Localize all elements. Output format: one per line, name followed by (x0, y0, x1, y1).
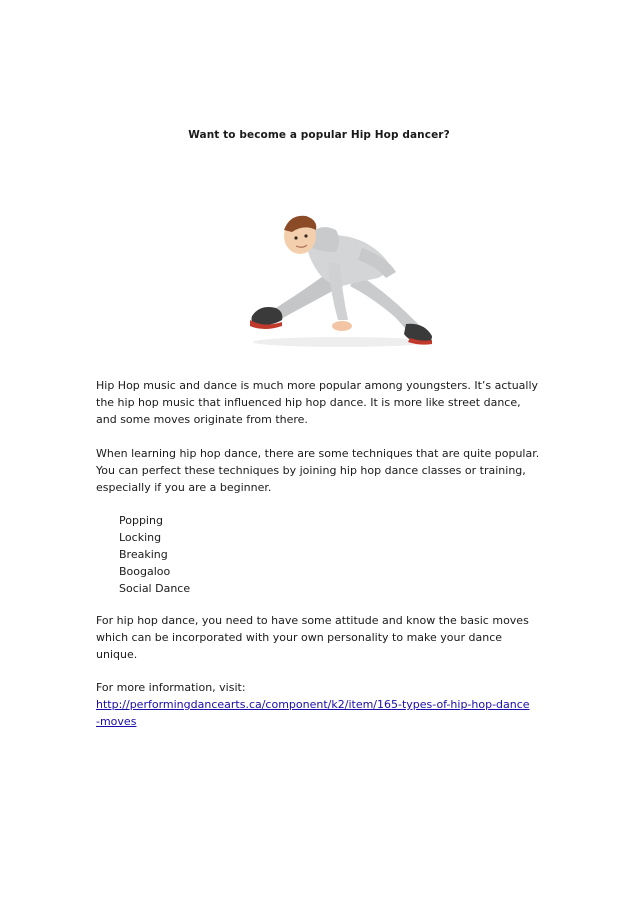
list-item: Breaking (119, 548, 168, 561)
paragraph-line: Hip Hop music and dance is much more popular among youngsters. It’s actually (96, 379, 539, 392)
paragraph-line: especially if you are a beginner. (96, 481, 272, 494)
paragraph-line: and some moves originate from there. (96, 413, 308, 426)
dancer-image (246, 212, 436, 354)
link-line[interactable]: -moves (96, 715, 137, 728)
techniques-list (119, 512, 190, 597)
paragraph-line: the hip hop music that influenced hip hop dance. It is more like street dance, (96, 396, 521, 409)
techniques-paragraph (96, 445, 556, 496)
attitude-paragraph (96, 612, 556, 663)
paragraph-line: For hip hop dance, you need to have some attitude and know the basic moves (96, 614, 529, 627)
paragraph-line: When learning hip hop dance, there are some techniques that are quite popular. (96, 447, 540, 460)
intro-paragraph (96, 377, 556, 428)
document-title: Want to become a popular Hip Hop dancer? (188, 129, 450, 141)
list-item: Locking (119, 531, 162, 544)
link-line[interactable]: http://performingdancearts.ca/component/k2/item/165-types-of-hip-hop-dance (96, 698, 530, 711)
paragraph-line: which can be incorporated with your own personality to make your dance (96, 631, 503, 644)
list-item: Social Dance (119, 582, 191, 595)
list-item: Popping (119, 514, 163, 527)
paragraph-line: unique. (96, 648, 138, 661)
more-info-section (96, 679, 556, 730)
paragraph-line: You can perfect these techniques by joining hip hop dance classes or training, (96, 464, 526, 477)
more-info-link[interactable] (96, 696, 556, 730)
list-item: Boogaloo (119, 565, 171, 578)
more-info-label: For more information, visit: (96, 681, 246, 694)
